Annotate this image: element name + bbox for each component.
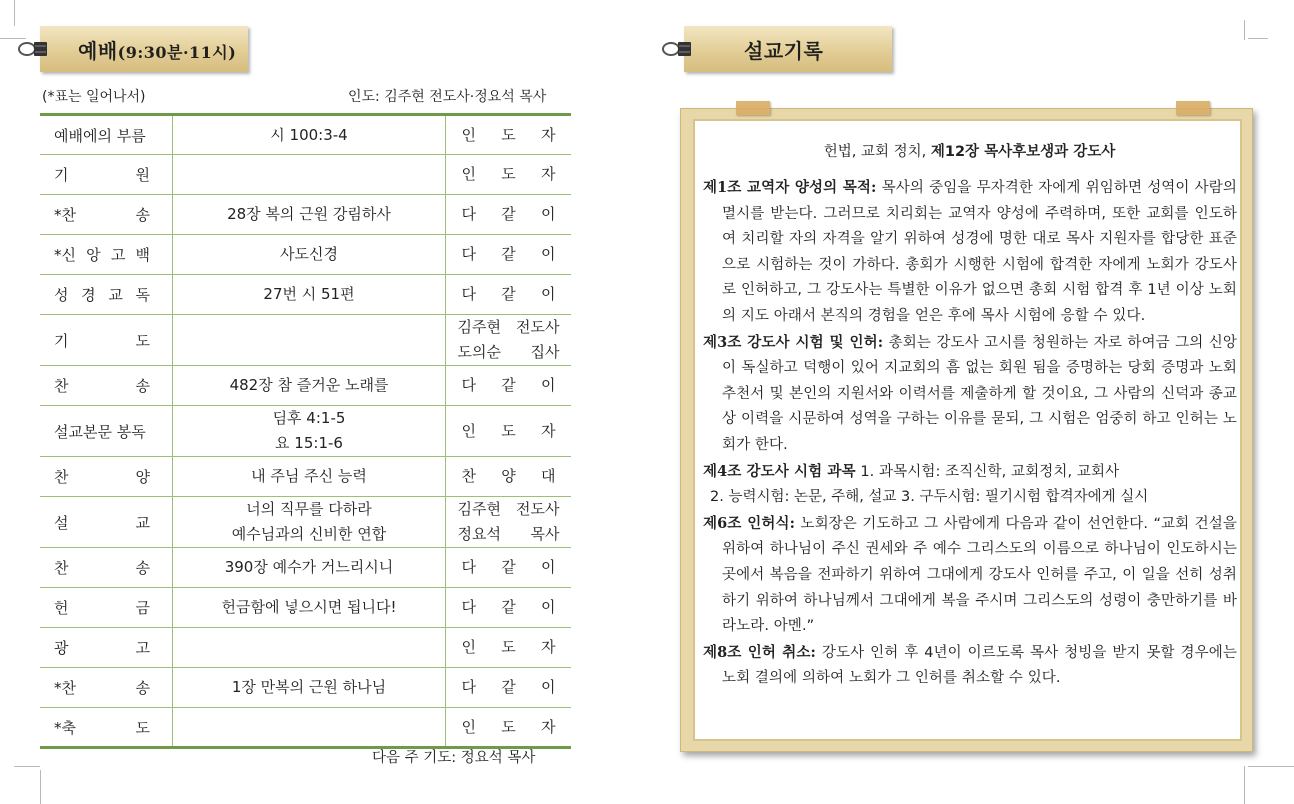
- worship-item: 찬 송: [40, 366, 173, 406]
- table-row: [40, 548, 571, 588]
- sermon-banner: [684, 26, 892, 72]
- worship-leader: 인 도 자: [446, 708, 572, 748]
- tape-left: [736, 101, 770, 115]
- table-row: [40, 708, 571, 748]
- table-row: [40, 315, 571, 366]
- worship-item: 기 도: [40, 315, 173, 366]
- worship-content: [173, 628, 446, 668]
- binder-clip-icon: [662, 38, 692, 60]
- worship-content: 1장 만복의 근원 하나님: [173, 668, 446, 708]
- table-row: [40, 115, 571, 155]
- worship-item: 찬 송: [40, 548, 173, 588]
- article-paragraph: 제3조 강도사 시험 및 인허: 총회는 강도사 고시를 청원하는 자로 하여금 그의 신앙이 독실하고 덕행이 있어 지교회의 흠 없는 회원 됨을 증명하는 당회 증명과 노회 추천서 및 본인의 지원서와 이력서를 제출하게 할 것이요, 그 사람의 신덕과 종교상 이력을 시문하여 성역을 구하는 이유를 묻되, 그 시험은 엄중히 하고 인허는 노회가 한다.: [703, 333, 1237, 453]
- worship-content: 28장 복의 근원 강림하사: [173, 195, 446, 235]
- crop-mark: [40, 770, 41, 804]
- worship-item: 찬 양: [40, 457, 173, 497]
- worship-leader: 인 도 자: [446, 628, 572, 668]
- worship-banner: [40, 26, 248, 72]
- table-row: [40, 668, 571, 708]
- worship-title: 예배(9:30분·11시): [78, 38, 237, 63]
- article-paragraph: 2. 능력시험: 논문, 주해, 설교 3. 구두시험: 필기시험 합격자에게 실시: [710, 489, 1149, 506]
- worship-leader: 인 도 자: [446, 406, 572, 457]
- worship-content: 사도신경: [173, 235, 446, 275]
- crop-mark: [1244, 20, 1245, 40]
- worship-leader: 김주현 전도사 정요석 목사: [446, 497, 572, 548]
- worship-leader: 다 같 이: [446, 275, 572, 315]
- worship-content: [173, 708, 446, 748]
- table-row: [40, 588, 571, 628]
- table-row: [40, 235, 571, 275]
- crop-mark: [14, 766, 40, 767]
- worship-leader: 다 같 이: [446, 235, 572, 275]
- worship-item: 예배에의 부름: [40, 115, 173, 155]
- article-heading: 헌법, 교회 정치, 제12장 목사후보생과 강도사: [823, 144, 1116, 160]
- leader-line: 인도: 김주현 전도사·정요석 목사: [348, 89, 547, 105]
- worship-content: 시 100:3-4: [173, 115, 446, 155]
- next-week-prayer: 다음 주 기도: 정요석 목사: [372, 750, 536, 766]
- table-row: [40, 457, 571, 497]
- worship-leader: 인 도 자: [446, 115, 572, 155]
- worship-item: 설 교: [40, 497, 173, 548]
- standing-note: (*표는 일어나서): [42, 89, 146, 105]
- tape-right: [1176, 101, 1210, 115]
- worship-item: *찬 송: [40, 195, 173, 235]
- crop-mark: [1248, 766, 1294, 767]
- worship-leader: 찬 양 대: [446, 457, 572, 497]
- sermon-title: 설교기록: [744, 38, 824, 63]
- worship-leader: 다 같 이: [446, 366, 572, 406]
- article-list: [702, 175, 1237, 692]
- article-paragraph: 제4조 강도사 시험 과목 1. 과목시험: 조직신학, 교회정치, 교회사: [703, 462, 1120, 480]
- crop-mark: [1248, 38, 1268, 39]
- worship-content: 너의 직무를 다하라 예수님과의 신비한 연합: [173, 497, 446, 548]
- worship-item: 헌 금: [40, 588, 173, 628]
- worship-content: 딤후 4:1-5 요 15:1-6: [173, 406, 446, 457]
- worship-leader: 김주현 전도사 도의순 집사: [446, 315, 572, 366]
- worship-item: *찬 송: [40, 668, 173, 708]
- worship-item: 기 원: [40, 155, 173, 195]
- worship-content: 390장 예수가 거느리시니: [173, 548, 446, 588]
- worship-content: 482장 참 즐거운 노래를: [173, 366, 446, 406]
- worship-item: *신 앙 고 백: [40, 235, 173, 275]
- worship-leader: 다 같 이: [446, 668, 572, 708]
- worship-order-table: [40, 113, 571, 749]
- table-row: [40, 195, 571, 235]
- worship-content: 27번 시 51편: [173, 275, 446, 315]
- table-row: [40, 406, 571, 457]
- worship-item: 설교본문 봉독: [40, 406, 173, 457]
- crop-mark: [1244, 766, 1245, 804]
- article-paragraph: 제1조 교역자 양성의 목적: 목사의 중임을 무자격한 자에게 위임하면 성역이 사람의 멸시를 받는다. 그러므로 치리회는 교역자 양성에 주력하며, 또한 교회를 인도하여 치리할 자의 자격을 알기 위하여 성경에 명한 대로 목사 지원자를 합당한 표준으로 시험하는 것이 가하다. 총회가 시행한 시험에 합격한 자에게 노회가 강도사로 인허하고, 그 강도사는 특별한 이유가 없으면 총회 시험 합격 후 1년 이상 노회의 지도 아래서 본직의 경험을 얻은 후에 목사 시험에 응할 수 있다.: [703, 179, 1237, 324]
- sermon-article: [702, 135, 1237, 692]
- article-paragraph: 제6조 인허식: 노회장은 기도하고 그 사람에게 다음과 같이 선언한다. “교회 건설을 위하여 하나님이 주신 권세와 주 예수 그리스도의 이름으로 하나님이 인도하시는 곳에서 복음을 전파하기 위하여 그대에게 강도사 인허를 주고, 이 일을 선히 성취하기 위하여 하나님께서 그대에게 복을 주시며 그리스도의 성령이 충만하기를 바라노라. 아멘.”: [703, 514, 1238, 635]
- worship-leader: 다 같 이: [446, 548, 572, 588]
- worship-content: [173, 155, 446, 195]
- article-paragraph: 제8조 인허 취소: 강도사 인허 후 4년이 이르도록 목사 청빙을 받지 못할 경우에는 노회 결의에 의하여 노회가 그 인허를 취소할 수 있다.: [703, 643, 1237, 687]
- table-row: [40, 628, 571, 668]
- table-row: [40, 497, 571, 548]
- worship-content: [173, 315, 446, 366]
- binder-clip-icon: [18, 38, 48, 60]
- worship-item: 광 고: [40, 628, 173, 668]
- worship-leader: 다 같 이: [446, 588, 572, 628]
- table-row: [40, 155, 571, 195]
- worship-item: 성 경 교 독: [40, 275, 173, 315]
- worship-content: 내 주님 주신 능력: [173, 457, 446, 497]
- worship-leader: 다 같 이: [446, 195, 572, 235]
- table-row: [40, 366, 571, 406]
- crop-mark: [14, 0, 15, 26]
- table-row: [40, 275, 571, 315]
- worship-leader: 인 도 자: [446, 155, 572, 195]
- worship-item: *축 도: [54, 718, 150, 737]
- worship-content: 헌금함에 넣으시면 됩니다!: [173, 588, 446, 628]
